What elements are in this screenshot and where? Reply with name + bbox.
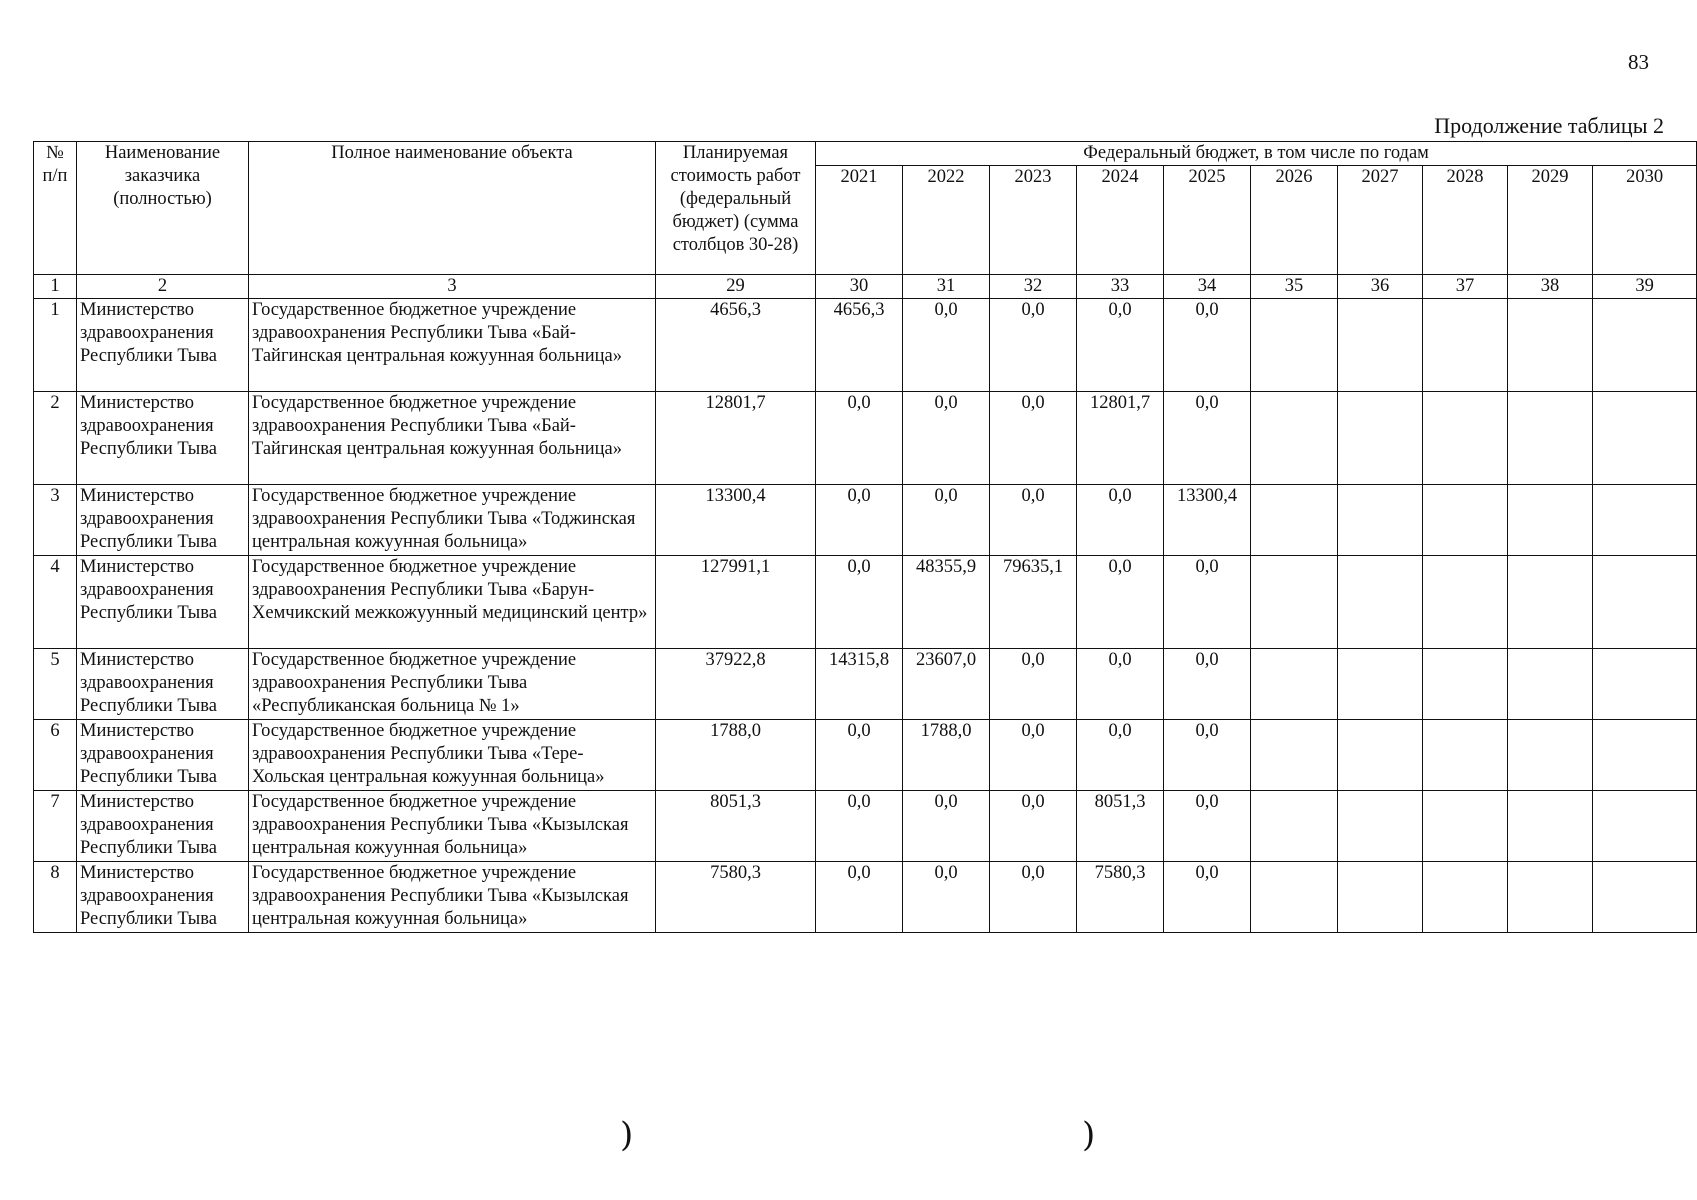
year-amount — [1251, 649, 1338, 720]
year-amount: 0,0 — [1164, 791, 1251, 862]
year-amount: 0,0 — [990, 392, 1077, 485]
year-amount — [1593, 862, 1697, 933]
year-amount — [1423, 862, 1508, 933]
header-year: 2022 — [903, 166, 990, 275]
year-amount — [1593, 791, 1697, 862]
year-amount: 0,0 — [816, 720, 903, 791]
federal-budget-table — [33, 141, 1697, 933]
year-amount — [1423, 485, 1508, 556]
object-name: Государственное бюджетное учреждение здравоохранения Республики Тыва «Тере-Хольская центральная кожуунная больница» — [249, 720, 656, 791]
year-amount — [1508, 862, 1593, 933]
year-amount: 0,0 — [903, 862, 990, 933]
year-amount — [1508, 791, 1593, 862]
column-index: 29 — [656, 275, 816, 299]
year-amount: 0,0 — [1077, 556, 1164, 649]
table-row — [34, 392, 1697, 485]
year-amount — [1508, 299, 1593, 392]
object-name: Государственное бюджетное учреждение здравоохранения Республики Тыва «Тоджинская центральная кожуунная больница» — [249, 485, 656, 556]
year-amount: 0,0 — [1077, 649, 1164, 720]
year-amount: 13300,4 — [1164, 485, 1251, 556]
column-index: 39 — [1593, 275, 1697, 299]
column-index: 35 — [1251, 275, 1338, 299]
object-name: Государственное бюджетное учреждение здравоохранения Республики Тыва «Барун-Хемчикский межкожуунный медицинский центр» — [249, 556, 656, 649]
year-amount: 0,0 — [990, 720, 1077, 791]
year-amount: 0,0 — [816, 791, 903, 862]
year-amount — [1508, 556, 1593, 649]
customer-name: Министерство здравоохранения Республики Тыва — [77, 392, 249, 485]
header-year: 2021 — [816, 166, 903, 275]
row-number: 5 — [34, 649, 77, 720]
row-number: 1 — [34, 299, 77, 392]
year-amount: 1788,0 — [903, 720, 990, 791]
header-cost: Планируемая стоимость работ (федеральный бюджет) (сумма столбцов 30-28) — [656, 142, 816, 275]
customer-name: Министерство здравоохранения Республики Тыва — [77, 720, 249, 791]
column-index: 30 — [816, 275, 903, 299]
planned-cost: 7580,3 — [656, 862, 816, 933]
row-number: 3 — [34, 485, 77, 556]
year-amount: 4656,3 — [816, 299, 903, 392]
planned-cost: 8051,3 — [656, 791, 816, 862]
year-amount — [1423, 720, 1508, 791]
year-amount: 0,0 — [816, 556, 903, 649]
year-amount: 0,0 — [816, 862, 903, 933]
planned-cost: 12801,7 — [656, 392, 816, 485]
header-no: № п/п — [34, 142, 77, 275]
table-row — [34, 649, 1697, 720]
year-amount — [1508, 649, 1593, 720]
year-amount — [1251, 862, 1338, 933]
year-amount — [1338, 720, 1423, 791]
year-amount — [1593, 720, 1697, 791]
year-amount: 0,0 — [1077, 299, 1164, 392]
handwritten-mark: ) — [1082, 1115, 1096, 1155]
column-index: 1 — [34, 275, 77, 299]
year-amount — [1338, 392, 1423, 485]
year-amount — [1423, 556, 1508, 649]
table-continuation-caption: Продолжение таблицы 2 — [1434, 113, 1664, 138]
header-customer: Наименование заказчика (полностью) — [77, 142, 249, 275]
table-row — [34, 485, 1697, 556]
customer-name: Министерство здравоохранения Республики Тыва — [77, 862, 249, 933]
year-amount: 14315,8 — [816, 649, 903, 720]
table-row — [34, 720, 1697, 791]
planned-cost: 127991,1 — [656, 556, 816, 649]
year-amount — [1508, 392, 1593, 485]
header-year: 2030 — [1593, 166, 1697, 275]
year-amount — [1423, 299, 1508, 392]
row-number: 2 — [34, 392, 77, 485]
column-index: 38 — [1508, 275, 1593, 299]
object-name: Государственное бюджетное учреждение здравоохранения Республики Тыва «Бай-Тайгинская центральная кожуунная больница» — [249, 299, 656, 392]
header-year: 2024 — [1077, 166, 1164, 275]
table-row — [34, 791, 1697, 862]
year-amount — [1338, 485, 1423, 556]
year-amount — [1251, 299, 1338, 392]
header-year: 2027 — [1338, 166, 1423, 275]
year-amount — [1593, 392, 1697, 485]
year-amount — [1338, 649, 1423, 720]
handwritten-mark: ) — [620, 1115, 634, 1155]
year-amount: 0,0 — [1164, 649, 1251, 720]
planned-cost: 37922,8 — [656, 649, 816, 720]
year-amount: 0,0 — [990, 862, 1077, 933]
table-row — [34, 556, 1697, 649]
year-amount: 0,0 — [816, 485, 903, 556]
year-amount: 79635,1 — [990, 556, 1077, 649]
year-amount — [1338, 791, 1423, 862]
year-amount — [1251, 720, 1338, 791]
year-amount — [1593, 556, 1697, 649]
year-amount: 48355,9 — [903, 556, 990, 649]
row-number: 4 — [34, 556, 77, 649]
year-amount: 0,0 — [990, 299, 1077, 392]
page-number: 83 — [1628, 50, 1649, 74]
year-amount — [1251, 556, 1338, 649]
year-amount: 0,0 — [903, 485, 990, 556]
year-amount: 0,0 — [1077, 720, 1164, 791]
year-amount: 0,0 — [903, 299, 990, 392]
planned-cost: 13300,4 — [656, 485, 816, 556]
header-year: 2029 — [1508, 166, 1593, 275]
year-amount: 0,0 — [1077, 485, 1164, 556]
header-year: 2026 — [1251, 166, 1338, 275]
planned-cost: 4656,3 — [656, 299, 816, 392]
column-index: 34 — [1164, 275, 1251, 299]
planned-cost: 1788,0 — [656, 720, 816, 791]
year-amount: 23607,0 — [903, 649, 990, 720]
column-index: 2 — [77, 275, 249, 299]
year-amount — [1251, 791, 1338, 862]
year-amount — [1338, 862, 1423, 933]
column-index: 32 — [990, 275, 1077, 299]
object-name: Государственное бюджетное учреждение здравоохранения Республики Тыва «Бай-Тайгинская центральная кожуунная больница» — [249, 392, 656, 485]
table-row — [34, 299, 1697, 392]
year-amount — [1508, 720, 1593, 791]
column-index: 3 — [249, 275, 656, 299]
year-amount — [1423, 791, 1508, 862]
year-amount: 0,0 — [1164, 556, 1251, 649]
object-name: Государственное бюджетное учреждение здравоохранения Республики Тыва «Республиканская больница № 1» — [249, 649, 656, 720]
year-amount — [1508, 485, 1593, 556]
year-amount: 0,0 — [816, 392, 903, 485]
customer-name: Министерство здравоохранения Республики Тыва — [77, 556, 249, 649]
year-amount: 0,0 — [990, 791, 1077, 862]
year-amount — [1338, 556, 1423, 649]
table-row — [34, 862, 1697, 933]
year-amount: 0,0 — [1164, 720, 1251, 791]
customer-name: Министерство здравоохранения Республики Тыва — [77, 485, 249, 556]
year-amount — [1423, 649, 1508, 720]
year-amount: 0,0 — [990, 649, 1077, 720]
row-number: 6 — [34, 720, 77, 791]
year-amount: 0,0 — [990, 485, 1077, 556]
year-amount — [1251, 392, 1338, 485]
year-amount: 0,0 — [1164, 862, 1251, 933]
year-amount: 7580,3 — [1077, 862, 1164, 933]
row-number: 7 — [34, 791, 77, 862]
year-amount: 8051,3 — [1077, 791, 1164, 862]
column-index: 31 — [903, 275, 990, 299]
header-year: 2028 — [1423, 166, 1508, 275]
year-amount — [1423, 392, 1508, 485]
header-federal-budget: Федеральный бюджет, в том числе по годам — [816, 142, 1697, 166]
column-index: 37 — [1423, 275, 1508, 299]
customer-name: Министерство здравоохранения Республики Тыва — [77, 299, 249, 392]
year-amount: 0,0 — [1164, 299, 1251, 392]
header-year: 2023 — [990, 166, 1077, 275]
year-amount: 0,0 — [903, 791, 990, 862]
year-amount — [1593, 485, 1697, 556]
header-object: Полное наименование объекта — [249, 142, 656, 275]
row-number: 8 — [34, 862, 77, 933]
column-index: 36 — [1338, 275, 1423, 299]
year-amount: 0,0 — [903, 392, 990, 485]
year-amount — [1593, 649, 1697, 720]
customer-name: Министерство здравоохранения Республики Тыва — [77, 791, 249, 862]
column-index: 33 — [1077, 275, 1164, 299]
year-amount: 0,0 — [1164, 392, 1251, 485]
header-year: 2025 — [1164, 166, 1251, 275]
year-amount: 12801,7 — [1077, 392, 1164, 485]
object-name: Государственное бюджетное учреждение здравоохранения Республики Тыва «Кызылская центральная кожуунная больница» — [249, 791, 656, 862]
year-amount — [1338, 299, 1423, 392]
year-amount — [1593, 299, 1697, 392]
customer-name: Министерство здравоохранения Республики Тыва — [77, 649, 249, 720]
object-name: Государственное бюджетное учреждение здравоохранения Республики Тыва «Кызылская центральная кожуунная больница» — [249, 862, 656, 933]
year-amount — [1251, 485, 1338, 556]
